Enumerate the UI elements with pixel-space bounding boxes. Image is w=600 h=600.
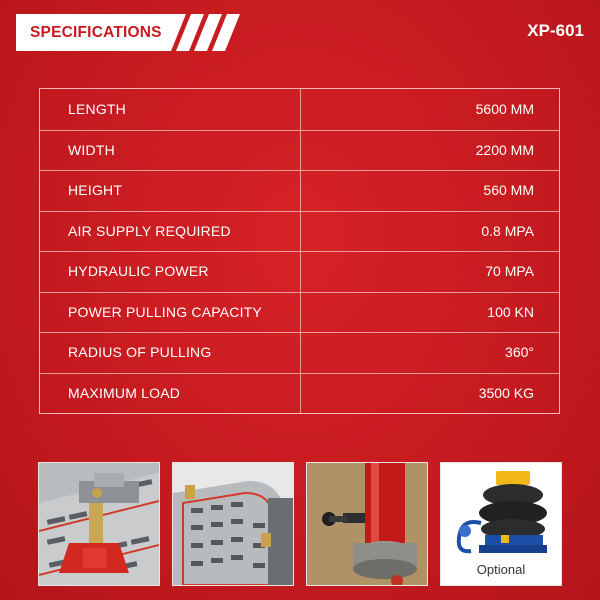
spec-value: 70 MPA (485, 263, 534, 279)
tower-base-photo (306, 462, 428, 586)
spec-label: LENGTH (68, 101, 126, 117)
table-row (40, 251, 559, 293)
spec-value: 360° (505, 344, 534, 360)
table-row (40, 211, 559, 253)
spec-value: 0.8 MPA (481, 222, 534, 239)
table-row (40, 130, 559, 172)
clamp-photo (38, 462, 160, 586)
model-number: XP-601 (527, 21, 584, 40)
thumbnail-caption: Optional (476, 562, 526, 577)
platform-photo (172, 462, 294, 586)
spec-value: 2200 MM (475, 141, 534, 158)
spec-label: AIR SUPPLY REQUIRED (68, 222, 231, 239)
spec-label: POWER PULLING CAPACITY (68, 303, 262, 320)
spec-label: WIDTH (68, 141, 115, 158)
spec-label: RADIUS OF PULLING (68, 344, 212, 360)
specifications-table (39, 88, 560, 414)
air-jack-photo (440, 462, 562, 586)
table-row (40, 332, 559, 374)
table-row (40, 373, 559, 414)
table-row (40, 170, 559, 212)
page-title: SPECIFICATIONS (30, 24, 162, 41)
spec-value: 560 MM (483, 182, 534, 198)
table-row (40, 89, 559, 131)
spec-label: MAXIMUM LOAD (68, 384, 181, 401)
table-row (40, 292, 559, 334)
spec-value: 100 KN (487, 303, 534, 320)
spec-label: HEIGHT (68, 182, 123, 198)
spec-value: 5600 MM (475, 101, 534, 117)
spec-value: 3500 KG (478, 384, 534, 401)
specifications-banner (16, 14, 240, 51)
spec-label: HYDRAULIC POWER (68, 263, 209, 279)
